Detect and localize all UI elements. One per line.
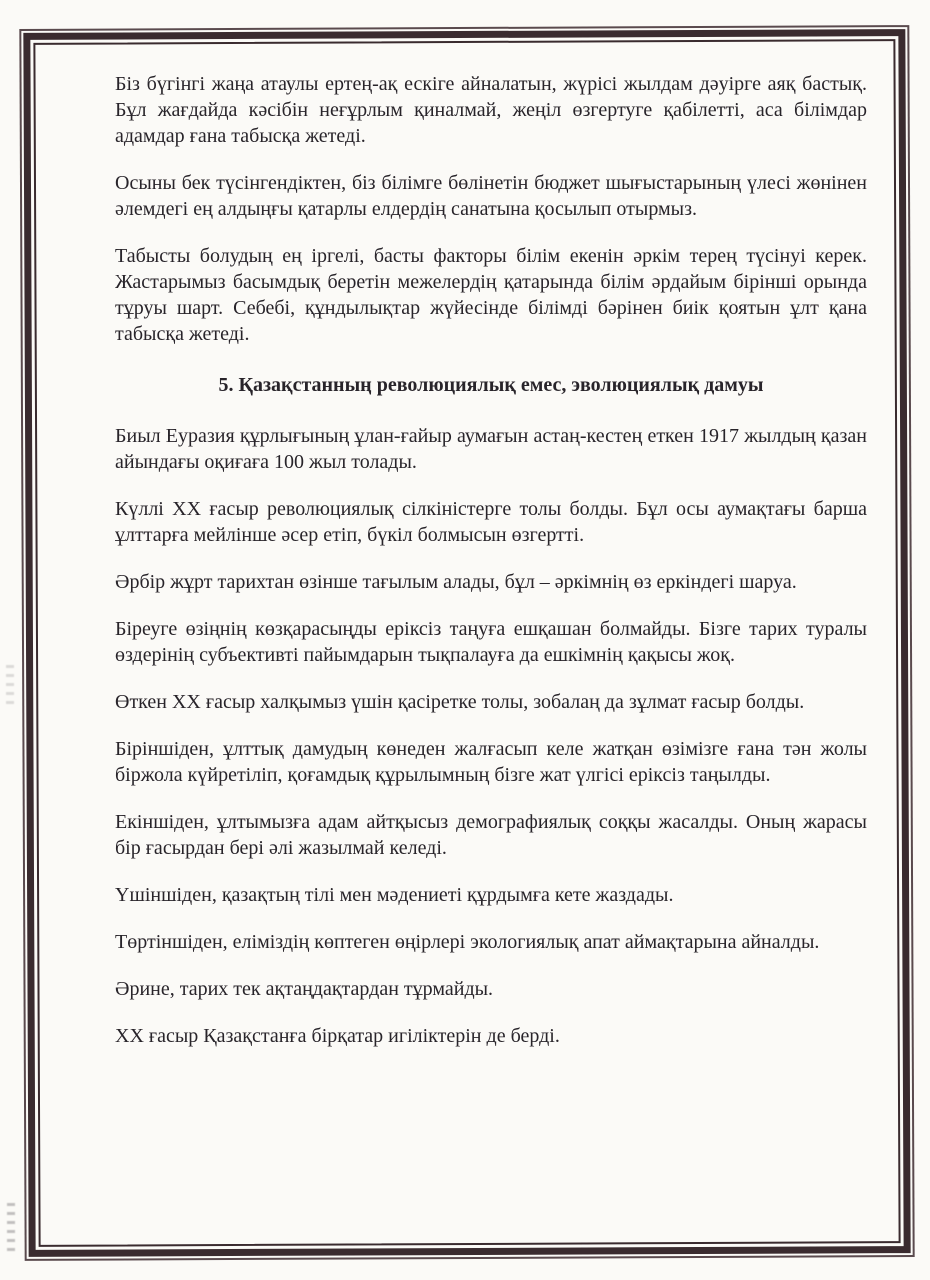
scan-artifact (6, 665, 14, 707)
paragraph: Өткен XX ғасыр халқымыз үшін қасіретке толы, зобалаң да зұлмат ғасыр болды. (115, 691, 805, 713)
paragraph: Үшіншіден, қазақтың тілі мен мәдениеті құрдымға кете жаздады. (115, 884, 674, 906)
paragraph: Әрине, тарих тек ақтаңдақтардан тұрмайды. (115, 978, 494, 1000)
paragraph: Біріншіден, ұлттық дамудың көнеден жалғасып келе жатқан өзімізге ғана тән жолы біржола күйретіліп, қоғамдық құрылымның бізге жат үлгісі еріксіз таңылды. (115, 738, 867, 786)
paragraph: Күллі XX ғасыр революциялық сілкіністерге толы болды. Бұл осы аумақтағы барша ұлттарға мейлінше әсер етіп, бүкіл болмысын өзгертті. (115, 498, 867, 546)
paragraph: Табысты болудың ең іргелі, басты факторы білім екенін әркім терең түсінуі керек. Жастарымыз басымдық беретін межелердің қатарында білім әрдайым бірінші орында тұруы шарт. Себебі, құндылықтар жүйесінде білімді бәрінен биік қоятын ұлт қана табысқа жетеді. (115, 245, 867, 345)
paragraph: Екіншіден, ұлтымызға адам айтқысыз демографиялық соққы жасалды. Оның жарасы бір ғасырдан бері әлі жазылмай келеді. (115, 811, 867, 859)
scan-artifact (7, 1203, 15, 1255)
paragraph: Осыны бек түсінгендіктен, біз білімге бөлінетін бюджет шығыстарының үлесі жөнінен әлемдегі ең алдыңғы қатарлы елдердің санатына қосылып отырмыз. (115, 172, 867, 220)
document-body (115, 71, 867, 1070)
section-heading: 5. Қазақстанның революциялық емес, эволюциялық дамуы (218, 374, 764, 396)
paragraph: XX ғасыр Қазақстанға бірқатар игіліктерін де берді. (115, 1025, 560, 1047)
paragraph: Біз бүгінгі жаңа атаулы ертең-ақ ескіге айналатын, жүрісі жылдам дәуірге аяқ бастық. Бұл жағдайда кәсібін неғұрлым қиналмай, жеңіл өзгертуге қабілетті, аса білімдар адамдар ғана табысқа жетеді. (115, 73, 867, 147)
paragraph: Биыл Еуразия құрлығының ұлан-ғайыр аумағын астаң-кестең еткен 1917 жылдың қазан айындағы оқиғаға 100 жыл толады. (115, 425, 867, 473)
paragraph: Төртіншіден, еліміздің көптеген өңірлері экологиялық апат аймақтарына айналды. (115, 931, 820, 953)
paragraph: Біреуге өзіңнің көзқарасыңды еріксіз таңуға ешқашан болмайды. Бізге тарих туралы өздерінің субъективті пайымдарын тықпалауға да ешкімнің қақысы жоқ. (115, 618, 867, 666)
paragraph: Әрбір жұрт тарихтан өзінше тағылым алады, бұл – әркімнің өз еркіндегі шаруа. (115, 571, 797, 593)
